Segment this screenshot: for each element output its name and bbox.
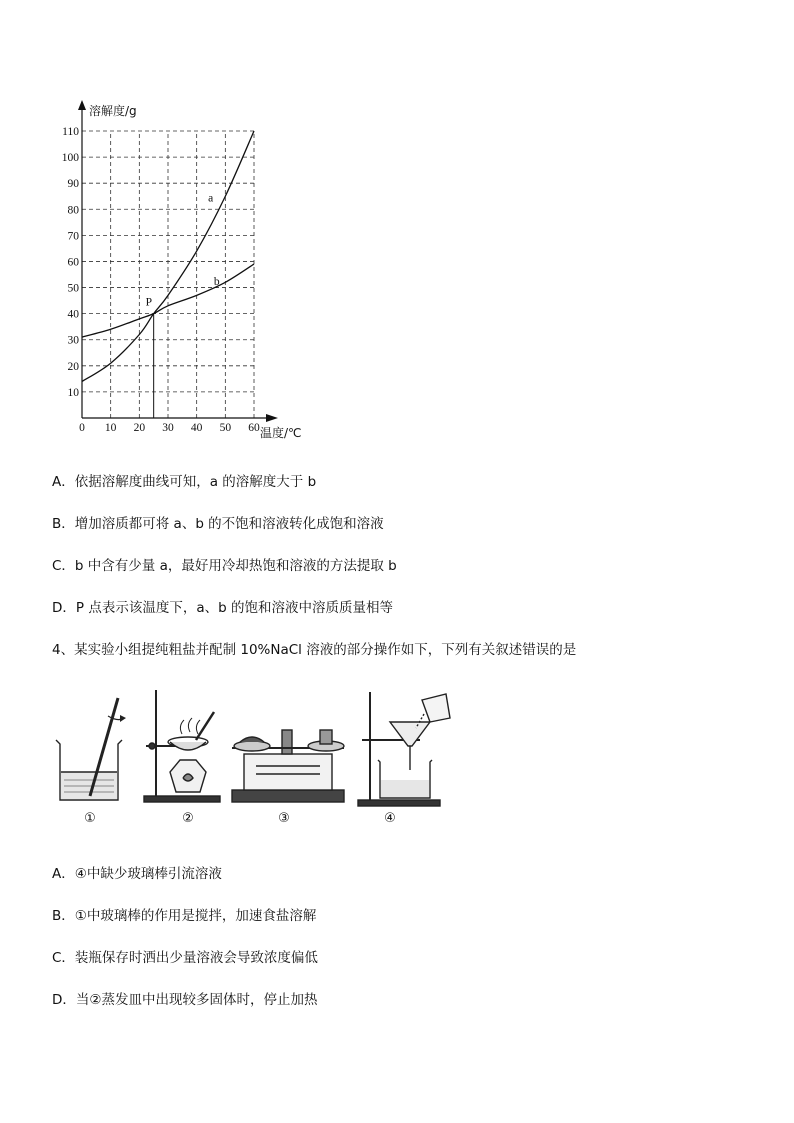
annotation-P: P [145,296,153,309]
figure-label-3: ③ [278,811,290,826]
q3-option-c: C．b 中含有少量 a，最好用冷却热饱和溶液的方法提取 b [52,558,397,574]
x-tick-label: 30 [162,422,174,434]
x-tick-label: 50 [219,422,232,434]
q4-option-b: B．①中玻璃棒的作用是搅拌，加速食盐溶解 [52,908,317,924]
q3-option-a: A．依据溶解度曲线可知，a 的溶解度大于 b [52,474,317,490]
figure-label-2: ② [182,811,194,826]
figure-label-1: ① [84,811,96,826]
x-axis-label: 温度/℃ [260,426,302,440]
x-tick-label: 20 [133,422,146,434]
annotation-a: a [208,192,214,205]
y-tick-label: 30 [67,334,79,347]
annotation-b: b [213,275,220,288]
q4-option-a: A．④中缺少玻璃棒引流溶液 [52,866,222,882]
y-tick-label: 110 [62,126,79,138]
x-tick-label: 60 [248,422,260,434]
y-tick-label: 50 [67,282,79,295]
x-tick-label: 10 [104,422,117,434]
balance-figure [232,730,344,802]
y-tick-label: 90 [67,178,79,191]
evaporation-figure [144,690,220,802]
q3-option-b: B．增加溶质都可将 a、b 的不饱和溶液转化成饱和溶液 [52,516,384,532]
y-tick-label: 20 [67,360,79,373]
x-tick-label: 0 [79,422,85,434]
y-axis-label: 溶解度/g [89,104,137,118]
y-tick-label: 40 [67,308,79,321]
q4-stem: 4、某实验小组提纯粗盐并配制 10%NaCl 溶液的部分操作如下，下列有关叙述错误的是 [52,642,577,658]
filtration-figure [358,692,450,806]
q3-option-d: D．P 点表示该温度下，a、b 的饱和溶液中溶质质量相等 [52,600,393,616]
q4-option-c: C．装瓶保存时洒出少量溶液会导致浓度偏低 [52,950,318,966]
y-tick-label: 100 [61,152,79,165]
y-tick-label: 60 [67,256,79,269]
y-tick-label: 80 [67,204,79,217]
q4-option-d: D．当②蒸发皿中出现较多固体时，停止加热 [52,992,318,1008]
x-tick-label: 40 [190,422,203,434]
y-tick-label: 70 [67,230,79,243]
figure-label-4: ④ [384,811,396,826]
y-tick-label: 10 [67,386,79,399]
beaker-stirring-figure [56,698,126,800]
